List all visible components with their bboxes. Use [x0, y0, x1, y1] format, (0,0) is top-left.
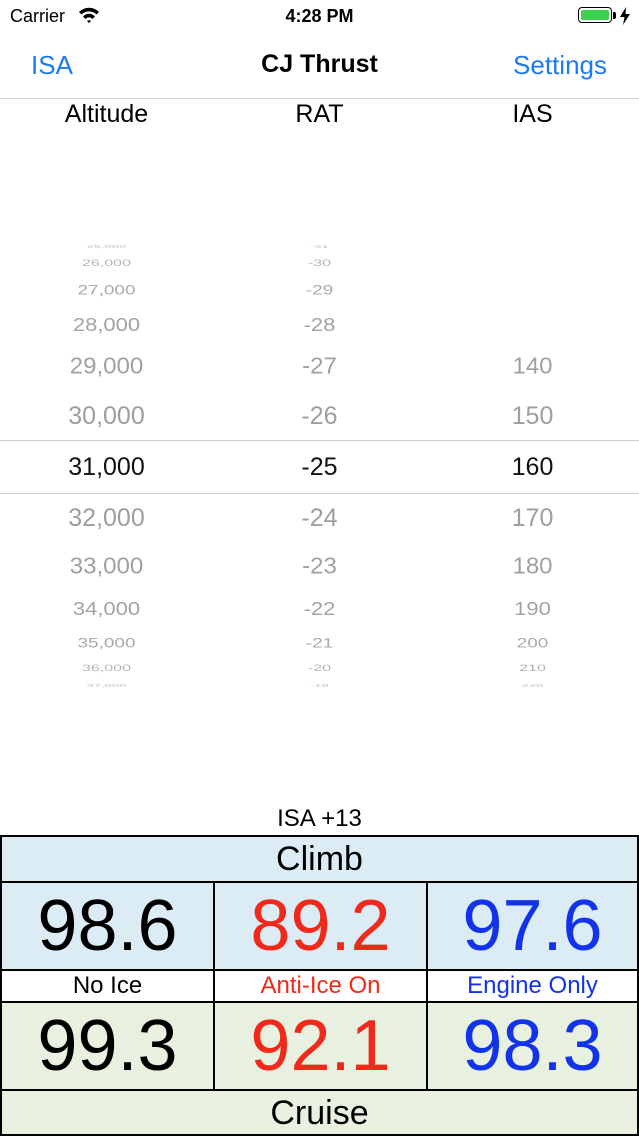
- picker-altitude-option[interactable]: 26,000: [82, 259, 131, 269]
- cruise-header: Cruise: [0, 1089, 639, 1136]
- navigation-bar: [0, 36, 639, 99]
- picker-ias-option[interactable]: 140: [512, 353, 553, 380]
- picker-rat-option[interactable]: -19: [310, 682, 329, 688]
- picker-rat-option[interactable]: -27: [302, 353, 337, 380]
- picker-ias-option[interactable]: 210: [519, 664, 546, 674]
- cruise-engine-only-value: 98.3: [426, 1001, 639, 1091]
- picker-rat-option[interactable]: -31: [310, 243, 329, 249]
- picker-altitude-option[interactable]: 32,000: [68, 503, 145, 532]
- cruise-anti-ice-value: 92.1: [213, 1001, 428, 1091]
- cruise-no-ice-value: 99.3: [0, 1001, 215, 1091]
- clock: 4:28 PM: [285, 6, 354, 26]
- isa-deviation-label: ISA +13: [277, 805, 362, 832]
- climb-anti-ice-value: 89.2: [213, 881, 428, 971]
- carrier-label: Carrier: [10, 6, 66, 26]
- picker-altitude-option-selected[interactable]: 31,000: [68, 452, 145, 481]
- rat-header: RAT: [295, 100, 344, 128]
- settings-button[interactable]: Settings: [513, 50, 607, 80]
- selection-line-bottom: [0, 493, 639, 494]
- altitude-header: Altitude: [64, 100, 149, 128]
- ias-header: IAS: [512, 100, 553, 128]
- picker-ias-option[interactable]: 170: [511, 503, 554, 532]
- climb-header: Climb: [0, 835, 639, 883]
- picker-altitude-option[interactable]: 27,000: [77, 282, 136, 298]
- picker-ias-option[interactable]: 180: [512, 553, 553, 580]
- climb-engine-only-value: 97.6: [426, 881, 639, 971]
- picker-rat-option-selected[interactable]: -25: [301, 452, 338, 481]
- picker-altitude-option[interactable]: 30,000: [68, 401, 145, 430]
- picker-rat-option[interactable]: -26: [301, 401, 338, 430]
- picker-altitude-option[interactable]: 34,000: [72, 597, 141, 620]
- battery-icon: [578, 7, 612, 23]
- picker-ias-option[interactable]: 190: [514, 597, 551, 620]
- picker-altitude-option[interactable]: 35,000: [77, 635, 136, 651]
- picker-rat-option[interactable]: -30: [307, 259, 332, 269]
- picker-rat-option[interactable]: -24: [301, 503, 338, 532]
- page-title: CJ Thrust: [261, 50, 378, 78]
- picker-altitude-option[interactable]: 25,000: [86, 243, 127, 249]
- picker-rat-option[interactable]: -28: [303, 313, 336, 336]
- picker-rat-option[interactable]: -20: [307, 664, 332, 674]
- no-ice-label: No Ice: [0, 969, 215, 1003]
- climb-no-ice-value: 98.6: [0, 881, 215, 971]
- battery-tip: [613, 12, 616, 19]
- picker-altitude-option[interactable]: 28,000: [72, 313, 141, 336]
- picker-rat-option[interactable]: -29: [305, 282, 334, 298]
- picker-altitude-option[interactable]: 37,000: [86, 682, 127, 688]
- picker-rat-option[interactable]: -22: [303, 597, 336, 620]
- picker-ias-option[interactable]: 200: [516, 635, 549, 651]
- picker-ias-option[interactable]: 220: [521, 682, 544, 688]
- picker-altitude-option[interactable]: 29,000: [69, 353, 144, 380]
- picker-wheel[interactable]: [0, 230, 639, 700]
- picker-ias-option[interactable]: 150: [511, 401, 554, 430]
- picker-altitude-option[interactable]: 33,000: [69, 553, 144, 580]
- selection-line-top: [0, 440, 639, 441]
- status-bar: [0, 0, 639, 36]
- engine-only-label: Engine Only: [426, 969, 639, 1003]
- picker-ias-option-selected[interactable]: 160: [511, 452, 554, 481]
- thrust-results-grid: [0, 835, 639, 1136]
- picker-rat-option[interactable]: -21: [305, 635, 334, 651]
- picker-altitude-option[interactable]: 36,000: [82, 664, 131, 674]
- isa-button[interactable]: ISA: [31, 50, 73, 80]
- picker-rat-option[interactable]: -23: [302, 553, 337, 580]
- charging-icon: [620, 7, 630, 30]
- anti-ice-label: Anti-Ice On: [213, 969, 428, 1003]
